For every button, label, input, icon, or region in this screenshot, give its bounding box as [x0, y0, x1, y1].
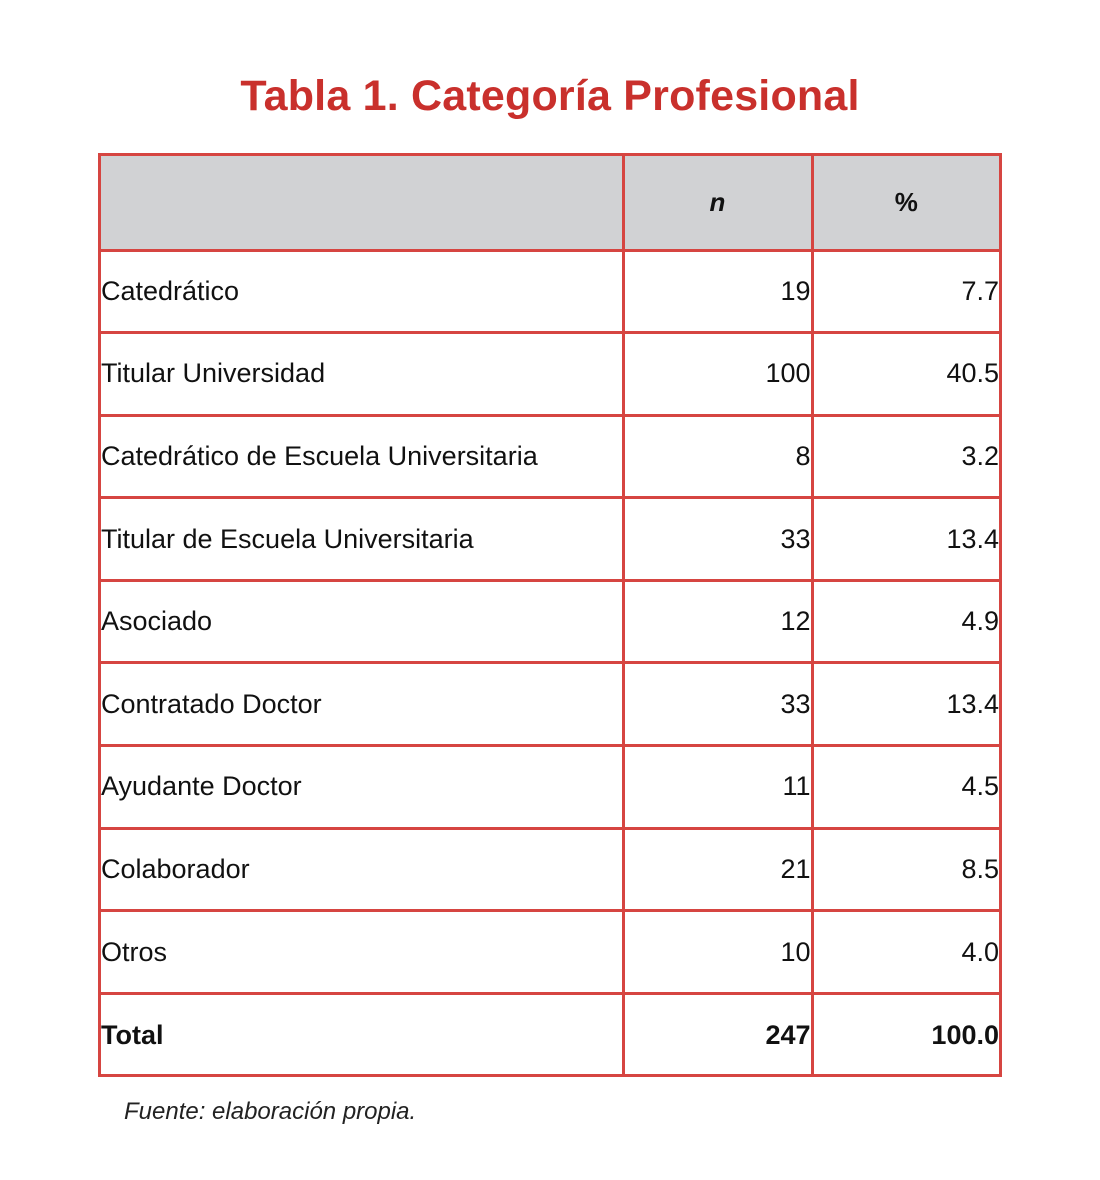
row-n: 12: [623, 580, 812, 663]
table-header-row: [101, 156, 999, 250]
table-row: [101, 828, 999, 911]
row-label: Catedrático: [101, 250, 623, 333]
data-table: [101, 156, 999, 1076]
row-n: 10: [623, 911, 812, 994]
row-label: Ayudante Doctor: [101, 746, 623, 829]
header-label-cell: [101, 156, 623, 250]
row-n: 8: [623, 415, 812, 498]
row-percent: 40.5: [812, 333, 999, 416]
row-n: 21: [623, 828, 812, 911]
row-label: Titular de Escuela Universitaria: [101, 498, 623, 581]
row-label: Catedrático de Escuela Universitaria: [101, 415, 623, 498]
header-percent: %: [812, 156, 999, 250]
row-percent: 13.4: [812, 498, 999, 581]
row-n: 100: [623, 333, 812, 416]
row-label: Colaborador: [101, 828, 623, 911]
row-percent: 3.2: [812, 415, 999, 498]
header-n: n: [623, 156, 812, 250]
total-percent: 100.0: [812, 993, 999, 1076]
row-n: 19: [623, 250, 812, 333]
row-percent: 4.5: [812, 746, 999, 829]
table-row: [101, 415, 999, 498]
source-note: Fuente: elaboración propia.: [124, 1098, 417, 1125]
row-n: 11: [623, 746, 812, 829]
row-label: Asociado: [101, 580, 623, 663]
table-row: [101, 911, 999, 994]
table-row: [101, 663, 999, 746]
table-row: [101, 580, 999, 663]
table-row: [101, 333, 999, 416]
table-title: Tabla 1. Categoría Profesional: [240, 72, 860, 120]
row-label: Otros: [101, 911, 623, 994]
row-percent: 7.7: [812, 250, 999, 333]
table-row: [101, 250, 999, 333]
total-n: 247: [623, 993, 812, 1076]
row-percent: 13.4: [812, 663, 999, 746]
table-total-row: [101, 993, 999, 1076]
data-table-frame: [98, 153, 1002, 1077]
row-percent: 4.9: [812, 580, 999, 663]
row-n: 33: [623, 663, 812, 746]
row-percent: 8.5: [812, 828, 999, 911]
row-percent: 4.0: [812, 911, 999, 994]
table-row: [101, 746, 999, 829]
row-n: 33: [623, 498, 812, 581]
row-label: Contratado Doctor: [101, 663, 623, 746]
table-row: [101, 498, 999, 581]
row-label: Titular Universidad: [101, 333, 623, 416]
total-label: Total: [101, 993, 623, 1076]
